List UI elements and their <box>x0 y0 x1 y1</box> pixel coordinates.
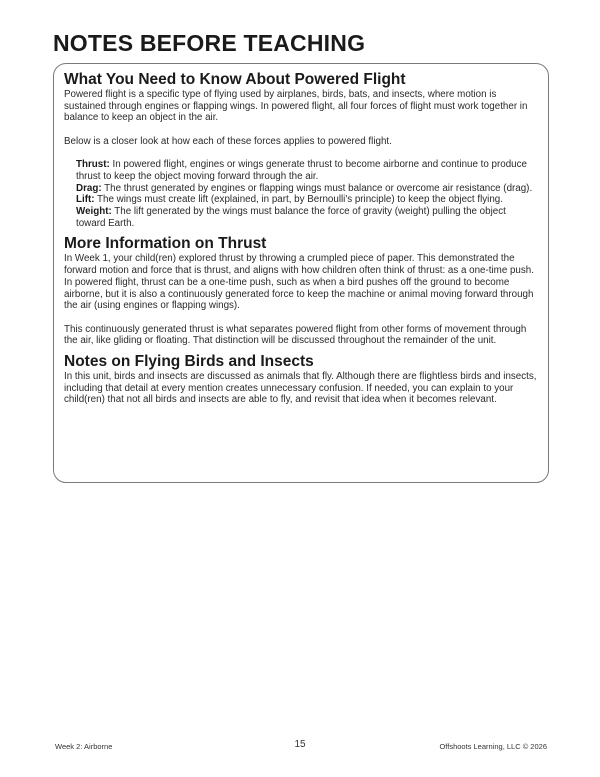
page-title: NOTES BEFORE TEACHING <box>53 30 366 56</box>
force-item-drag <box>76 183 537 195</box>
paragraph: In this unit, birds and insects are discussed as animals that fly. Although there are flightless birds and insects, including that detail at every mention creates unnecessary confusion. If needed, you can explain to your child(ren) that not all birds and insects are able to fly, and revisit that idea when it becomes relevant. <box>64 371 537 406</box>
force-description: The wings must create lift (explained, in part, by Bernoulli's principle) to keep the object flying. <box>97 194 503 206</box>
force-item-thrust <box>76 159 537 182</box>
force-term: Thrust: <box>76 159 110 171</box>
force-term: Lift: <box>76 194 95 206</box>
section-powered-flight <box>64 70 537 229</box>
paragraph: Below is a closer look at how each of these forces applies to powered flight. <box>64 135 392 147</box>
force-description: In powered flight, engines or wings generate thrust to become airborne and continue to produce thrust to keep the object moving forward through the air. <box>76 159 527 182</box>
paragraph: This continuously generated thrust is what separates powered flight from other forms of movement through the air, like gliding or floating. That distinction will be discussed throughout the remainder of the unit. <box>64 323 527 347</box>
section-heading: Notes on Flying Birds and Insects <box>64 353 314 371</box>
section-heading: What You Need to Know About Powered Flight <box>64 71 406 88</box>
force-term: Drag: <box>76 182 102 194</box>
force-term: Weight: <box>76 206 112 217</box>
section-birds-insects <box>64 352 537 406</box>
force-item-lift <box>76 194 537 206</box>
forces-list <box>76 159 537 229</box>
notes-box <box>53 63 549 483</box>
paragraph: In Week 1, your child(ren) explored thrust by throwing a crumpled piece of paper. This demonstrated the forward motion and force that is thrust, and aligns with how children often think of thrust: as a one-time push. In powered flight, thrust can be a one-time push, such as when a bird pushes off the ground to become airborne, but it is also a continuously generated force to keep the machine or animal moving forward through the air (using engines or flapping wings). <box>64 253 534 312</box>
section-thrust-info <box>64 234 537 347</box>
force-item-weight <box>76 206 537 229</box>
force-description: The lift generated by the wings must balance the force of gravity (weight) pulling the object toward Earth. <box>76 206 506 229</box>
footer-unit-label: Week 2: Airborne <box>55 742 113 751</box>
paragraph: Powered flight is a specific type of flying used by airplanes, birds, bats, and insects, where motion is sustained through engines or flapping wings. In powered flight, all four forces of flight must work together in balance to keep an object in the air. <box>64 89 528 124</box>
section-heading: More Information on Thrust <box>64 235 267 253</box>
footer-copyright: Offshoots Learning, LLC © 2026 <box>439 742 547 751</box>
force-description: The thrust generated by engines or flapping wings must balance or overcome air resistance (drag). <box>104 182 533 194</box>
page-number: 15 <box>294 739 306 750</box>
